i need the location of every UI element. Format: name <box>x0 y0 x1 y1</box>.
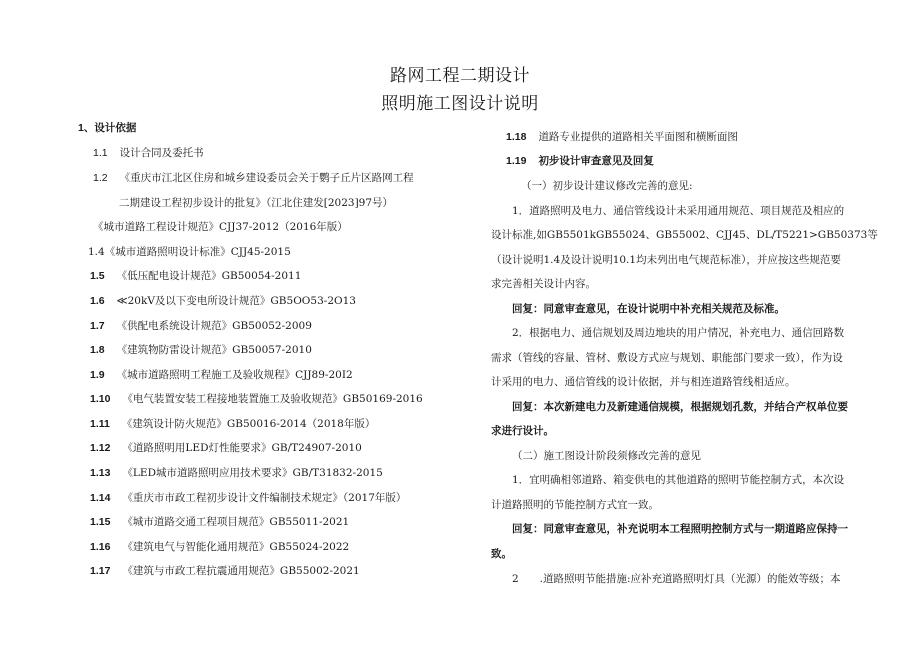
paragraph-1-line-1: 1．道路照明及电力、通信管线设计未采用通用规范、项目规范及相应的 <box>512 205 845 217</box>
item-text: 《低压配电设计规范》GB50054-2011 <box>116 270 302 282</box>
item-text: 《重庆市市政工程初步设计文件编制技术规定》（2017年版） <box>122 492 407 504</box>
item-number: 1.11 <box>90 418 110 430</box>
paragraph-3-line-1: 1．宜明确相邻道路、箱变供电的其他道路的照明节能控制方式，本次设 <box>512 474 845 486</box>
item-number: 1.12 <box>90 442 111 454</box>
item-text: 设计合同及委托书 <box>119 147 204 159</box>
basis-item-1-8 <box>90 343 312 357</box>
paragraph-2-line-3: 计采用的电力、通信管线的设计依据，并与相连道路管线相适应。 <box>491 376 796 388</box>
item-text: 《建筑物防雷设计规范》GB50057-2010 <box>116 344 312 356</box>
item-number: 1.16 <box>90 541 111 553</box>
item-number: 1.8 <box>90 344 105 356</box>
basis-item-1-9 <box>90 368 353 382</box>
item-text: 《建筑电气与智能化通用规范》GB55024-2022 <box>122 541 350 553</box>
item-text: 《道路照明用LED灯性能要求》GB/T24907-2010 <box>122 442 362 454</box>
basis-item-1-19 <box>506 154 654 168</box>
paragraph-1-line-2: 设计标准,如GB5501kGB55024、GB55002、CJJ45、DL/T5221>GB50373等 <box>491 229 878 241</box>
paragraph-3-line-2: 计道路照明的节能控制方式宜一致。 <box>491 499 659 511</box>
basis-item-1-5 <box>90 269 301 283</box>
subsection-2-heading: （二）施工图设计阶段须修改完善的意见 <box>512 450 701 462</box>
paragraph-2-line-1: 2．根据电力、通信规划及周边地块的用户情况，补充电力、通信回路数 <box>512 327 845 339</box>
reply-3-line-2: 致。 <box>491 548 512 560</box>
reply-1: 回复：同意审查意见，在设计说明中补充相关规范及标准。 <box>512 303 785 315</box>
basis-item-1-1 <box>93 146 204 160</box>
item-text: 《电气装置安装工程接地装置施工及验收规范》GB50169-2016 <box>122 393 423 405</box>
item-number: 1.13 <box>90 467 111 479</box>
basis-item-1-10 <box>90 392 423 406</box>
document-title: 路网工程二期设计 <box>390 66 530 86</box>
item-text: 道路专业提供的道路相关平面图和横断面图 <box>538 131 738 143</box>
reply-2-line-1: 回复：本次新建电力及新建通信规模，根据规划孔数，并结合产权单位要 <box>512 401 848 413</box>
basis-item-1-2-cont: 二期建设工程初步设计的批复》（江北住建发[2023]97号） <box>119 197 394 209</box>
basis-item-1-17 <box>90 564 360 578</box>
item-number: 1.9 <box>90 369 105 381</box>
item-text: 《供配电系统设计规范》GB50052-2009 <box>116 320 312 332</box>
item-text: 初步设计审查意见及回复 <box>538 155 654 167</box>
item-text: 《建筑与市政工程抗震通用规范》GB55002-2021 <box>122 565 360 577</box>
item-text: 《LED城市道路照明应用技术要求》GB/T31832-2015 <box>122 467 383 479</box>
basis-item-1-15 <box>90 515 349 529</box>
item-text: 《城市道路交通工程项目规范》GB55011-2021 <box>122 516 350 528</box>
item-number: 1.7 <box>90 320 105 332</box>
item-number: 1.1 <box>93 147 108 159</box>
basis-item-1-7 <box>90 319 312 333</box>
basis-item-1-13 <box>90 466 383 480</box>
item-text: ≪20kV及以下变电所设计规范》GB5OO53-2O13 <box>116 295 356 307</box>
paragraph-1-line-4: 求完善相关设计内容。 <box>491 278 596 290</box>
item-number: 1.14 <box>90 492 111 504</box>
basis-item-1-12 <box>90 441 362 455</box>
item-text: 《建筑设计防火规范》GB50016-2014（2018年版） <box>121 418 376 430</box>
item-text: 《重庆市江北区住房和城乡建设委员会关于鹦子丘片区路网工程 <box>119 172 414 184</box>
paragraph-2-line-2: 需求（管线的容量、管材、敷设方式应与规划、职能部门要求一致），作为设 <box>491 352 843 364</box>
document-subtitle: 照明施工图设计说明 <box>381 94 539 114</box>
item-number: 1.17 <box>90 565 111 577</box>
basis-item-1-3: 《城市道路工程设计规范》CJJ37-2012（2016年版） <box>93 221 348 233</box>
item-number: 1.5 <box>90 270 105 282</box>
basis-item-1-4: 1.4《城市道路照明设计标准》CJJ45-2015 <box>88 246 291 258</box>
basis-item-1-18 <box>506 130 738 144</box>
item-number: 1.10 <box>90 393 111 405</box>
item-number: 1.19 <box>506 155 527 167</box>
paragraph-4-line-1: 2 .道路照明节能措施:应补充道路照明灯具（光源）的能效等级；本 <box>512 573 841 585</box>
basis-item-1-2 <box>93 171 414 185</box>
item-number: 1.15 <box>90 516 111 528</box>
subsection-1-heading: （一）初步设计建议修改完善的意见: <box>521 180 693 192</box>
item-number: 1.2 <box>93 172 108 184</box>
reply-3-line-1: 回复：同意审查意见，补充说明本工程照明控制方式与一期道路应保持一 <box>512 523 848 535</box>
reply-2-line-2: 求进行设计。 <box>491 425 554 437</box>
basis-item-1-11 <box>90 417 375 431</box>
paragraph-1-line-3: （设计说明1.4及设计说明10.1均未列出电气规范标准），并应按这些规范要 <box>491 254 841 266</box>
basis-item-1-14 <box>90 491 406 505</box>
basis-item-1-6 <box>90 294 356 308</box>
basis-item-1-16 <box>90 540 349 554</box>
section-heading: 1、设计依据 <box>78 122 137 134</box>
item-text: 《城市道路照明工程施工及验收规程》CJJ89-20I2 <box>116 369 353 381</box>
item-number: 1.18 <box>506 131 527 143</box>
item-number: 1.6 <box>90 295 105 307</box>
